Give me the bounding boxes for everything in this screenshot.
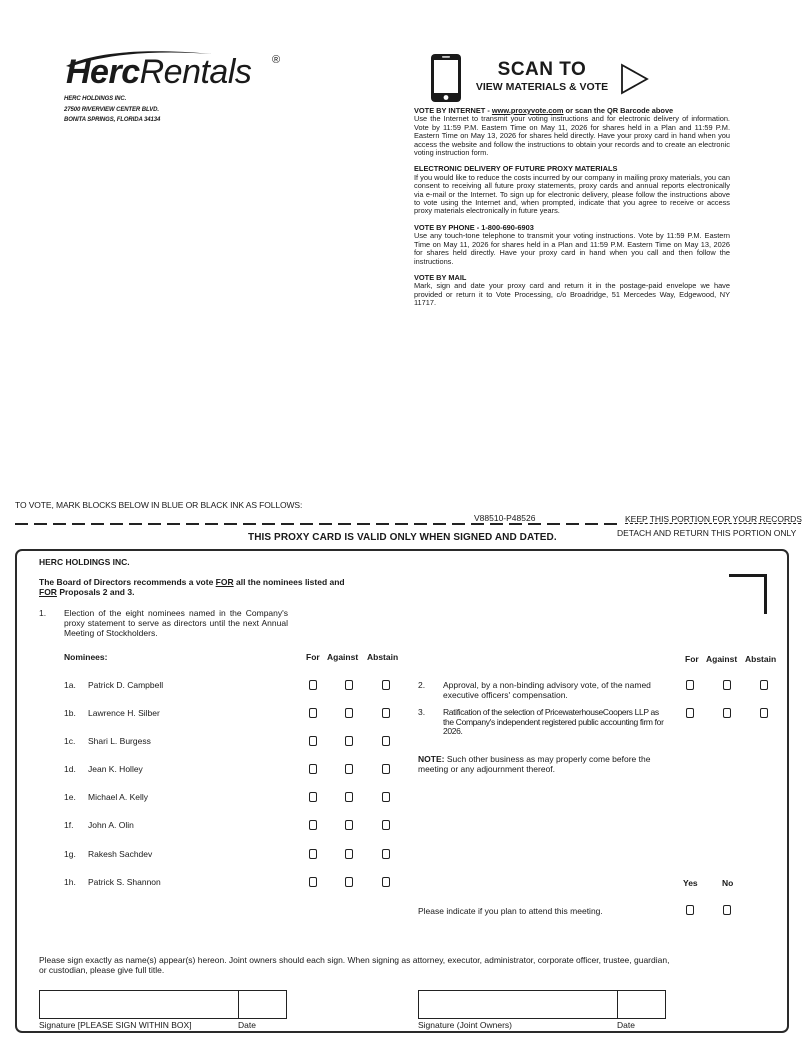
nominee-number: 1g. xyxy=(64,849,76,859)
proposal-2-text: Approval, by a non-binding advisory vote, of the named executive officers' compensation. xyxy=(443,680,651,700)
abstain-checkbox[interactable] xyxy=(382,708,390,718)
for-checkbox[interactable] xyxy=(309,736,317,746)
for-checkbox[interactable] xyxy=(309,820,317,830)
vote-by-phone xyxy=(414,224,730,266)
address-line: HERC HOLDINGS INC. xyxy=(64,96,127,102)
address-line: BONITA SPRINGS, FLORIDA 34134 xyxy=(64,117,161,123)
internet-heading-label: VOTE BY INTERNET - xyxy=(414,106,492,115)
nominees-heading: Nominees: xyxy=(64,652,108,662)
against-checkbox[interactable] xyxy=(345,764,353,774)
nominee-name: Shari L. Burgess xyxy=(88,736,151,746)
smartphone-icon xyxy=(430,53,462,103)
col-against: Against xyxy=(706,654,738,664)
col-for: For xyxy=(685,654,699,664)
against-checkbox[interactable] xyxy=(345,736,353,746)
col-for: For xyxy=(306,652,320,662)
board-for: FOR xyxy=(215,577,234,587)
joint-date-label: Date xyxy=(617,1020,635,1030)
nominee-number: 1d. xyxy=(64,764,76,774)
proposal-2-for-checkbox[interactable] xyxy=(686,680,694,690)
abstain-checkbox[interactable] xyxy=(382,792,390,802)
for-checkbox[interactable] xyxy=(309,764,317,774)
against-checkbox[interactable] xyxy=(345,680,353,690)
nominee-name: Patrick D. Campbell xyxy=(88,680,164,690)
nominee-row xyxy=(64,792,404,806)
phone-heading: VOTE BY PHONE - 1-800-690-6903 xyxy=(414,222,534,232)
detach-line xyxy=(15,523,620,525)
for-checkbox[interactable] xyxy=(309,877,317,887)
scan-subtitle: VIEW MATERIALS & VOTE xyxy=(475,81,609,93)
mark-instructions: TO VOTE, MARK BLOCKS BELOW IN BLUE OR BLACK INK AS FOLLOWS: xyxy=(15,500,303,510)
proposal-3-against-checkbox[interactable] xyxy=(723,708,731,718)
logo-wordmark xyxy=(66,54,251,90)
attend-meeting-question: Please indicate if you plan to attend this meeting. xyxy=(418,906,603,916)
nominee-name: Rakesh Sachdev xyxy=(88,849,153,859)
board-recommendation xyxy=(39,577,389,597)
nominee-row xyxy=(64,736,404,750)
nominee-name: John A. Olin xyxy=(88,820,134,830)
note-body: Such other business as may properly come before the meeting or any adjournment thereof. xyxy=(418,754,651,774)
nominee-number: 1a. xyxy=(64,680,76,690)
for-checkbox[interactable] xyxy=(309,792,317,802)
nominee-row xyxy=(64,849,404,863)
nominee-row xyxy=(64,877,404,891)
nominee-name: Jean K. Holley xyxy=(88,764,143,774)
against-checkbox[interactable] xyxy=(345,877,353,887)
nominee-name: Lawrence H. Silber xyxy=(88,708,160,718)
board-for: FOR xyxy=(39,587,57,597)
col-no: No xyxy=(722,878,734,888)
logo-rentals: Rentals xyxy=(139,53,252,91)
company-address xyxy=(64,94,160,126)
electronic-delivery xyxy=(414,165,730,215)
signature-date-box[interactable] xyxy=(238,990,287,1019)
board-text: Proposals 2 and 3. xyxy=(56,587,135,597)
control-code: V88510-P48526 xyxy=(474,513,536,523)
proposal-2-number: 2. xyxy=(418,680,426,690)
electronic-body: If you would like to reduce the costs incurred by our company in mailing proxy materials, you can consent to receiving all future proxy statements, proxy cards and annual reports electronically via e-mail or the Internet. To sign up for electronic delivery, please follow the instructions above to vote using the Internet and, when prompted, indicate that you agree to receive or access proxy materials electronically in future years. xyxy=(414,172,730,216)
signature-box[interactable] xyxy=(39,990,239,1019)
nominee-number: 1b. xyxy=(64,708,76,718)
abstain-checkbox[interactable] xyxy=(382,736,390,746)
for-checkbox[interactable] xyxy=(309,708,317,718)
abstain-checkbox[interactable] xyxy=(382,877,390,887)
for-checkbox[interactable] xyxy=(309,680,317,690)
for-checkbox[interactable] xyxy=(309,849,317,859)
note-label: NOTE: xyxy=(418,754,445,764)
nominee-row xyxy=(64,820,404,834)
proposal-3-abstain-checkbox[interactable] xyxy=(760,708,768,718)
play-arrow-icon xyxy=(620,63,650,95)
internet-body: Use the Internet to transmit your voting instructions and for electronic delivery of information. Vote by 11:59 P.M. Eastern Time on May 11, 2026 for shares held in a Plan and 11:59 P.M. Eastern Time on May 13, 2026 for shares held directly. Have your proxy card in hand when you access the website and follow the instructions to obtain your records and to create an electronic voting instruction form. xyxy=(414,114,730,158)
against-checkbox[interactable] xyxy=(345,849,353,859)
electronic-heading: ELECTRONIC DELIVERY OF FUTURE PROXY MATERIALS xyxy=(414,164,618,174)
card-company-name: HERC HOLDINGS INC. xyxy=(39,557,130,567)
nominee-row xyxy=(64,764,404,778)
proposal-2-abstain-checkbox[interactable] xyxy=(760,680,768,690)
proposal-3-for-checkbox[interactable] xyxy=(686,708,694,718)
proposal-3-text: Ratification of the selection of PricewaterhouseCoopers LLP as the Company's independent registered public accounting firm for 2026. xyxy=(443,707,664,736)
abstain-checkbox[interactable] xyxy=(382,849,390,859)
detach-portion-label: DETACH AND RETURN THIS PORTION ONLY xyxy=(617,528,797,538)
signature-label: Signature [PLEASE SIGN WITHIN BOX] xyxy=(39,1020,192,1030)
attend-no-checkbox[interactable] xyxy=(723,905,731,915)
against-checkbox[interactable] xyxy=(345,792,353,802)
board-text: The Board of Directors recommends a vote xyxy=(39,577,216,587)
registered-mark: ® xyxy=(272,54,281,66)
validity-notice: THIS PROXY CARD IS VALID ONLY WHEN SIGNED AND DATED. xyxy=(248,532,557,543)
col-yes: Yes xyxy=(683,878,698,888)
col-abstain: Abstain xyxy=(367,652,399,662)
against-checkbox[interactable] xyxy=(345,820,353,830)
abstain-checkbox[interactable] xyxy=(382,764,390,774)
nominee-number: 1h. xyxy=(64,877,76,887)
col-abstain: Abstain xyxy=(745,654,777,664)
phone-body: Use any touch-tone telephone to transmit your voting instructions. Vote by 11:59 P.M. Eastern Time on May 11, 2026 for shares held in a Plan and 11:59 P.M. Eastern Time on May 13, 2026 for shares held directly. Have your proxy card in hand when you call and then follow the instructions. xyxy=(414,231,730,266)
nominee-name: Michael A. Kelly xyxy=(88,792,148,802)
note-text xyxy=(418,755,678,774)
proposal-1-text: Election of the eight nominees named in the Company's proxy statement to serve as directors until the next Annual Meeting of Stockholders. xyxy=(64,608,288,638)
mail-body: Mark, sign and date your proxy card and return it in the postage-paid envelope we have provided or return it to Vote Processing, c/o Broadridge, 51 Mercedes Way, Edgewood, NY 11717. xyxy=(414,281,730,308)
proposal-2-against-checkbox[interactable] xyxy=(723,680,731,690)
internet-heading-suffix: or scan the QR Barcode above xyxy=(563,106,674,115)
date-label: Date xyxy=(238,1020,256,1030)
voting-instructions xyxy=(414,107,730,316)
joint-signature-box[interactable] xyxy=(418,990,618,1019)
nominee-name: Patrick S. Shannon xyxy=(88,877,161,887)
herc-rentals-logo xyxy=(62,48,292,96)
proposal-3-number: 3. xyxy=(418,707,426,717)
nominee-number: 1e. xyxy=(64,792,76,802)
vote-by-mail xyxy=(414,274,730,308)
proposal-1-number: 1. xyxy=(39,608,47,618)
col-against: Against xyxy=(327,652,359,662)
abstain-checkbox[interactable] xyxy=(382,820,390,830)
proxyvote-link[interactable]: www.proxyvote.com xyxy=(491,106,564,115)
nominee-number: 1c. xyxy=(64,736,76,746)
address-line: 27500 RIVERVIEW CENTER BLVD. xyxy=(64,106,159,113)
abstain-checkbox[interactable] xyxy=(382,680,390,690)
nominee-row xyxy=(64,708,404,722)
joint-signature-label: Signature (Joint Owners) xyxy=(418,1020,513,1030)
nominee-number: 1f. xyxy=(64,820,74,830)
nominee-row xyxy=(64,680,404,694)
logo-herc: Herc xyxy=(66,53,140,91)
joint-date-box[interactable] xyxy=(617,990,666,1019)
scan-title: SCAN TO xyxy=(497,59,587,80)
mail-heading: VOTE BY MAIL xyxy=(414,272,467,282)
keep-portion-label: KEEP THIS PORTION FOR YOUR RECORDS xyxy=(625,514,802,524)
signing-instructions: Please sign exactly as name(s) appear(s) hereon. Joint owners should each sign. When signing as attorney, executor, administrator, corporate officer, trustee, guardian, or custodian, please give full title. xyxy=(39,955,670,975)
registration-corner-mark xyxy=(729,574,767,614)
against-checkbox[interactable] xyxy=(345,708,353,718)
vote-by-internet xyxy=(414,107,730,157)
attend-yes-checkbox[interactable] xyxy=(686,905,694,915)
board-text: all the nominees listed and xyxy=(233,577,345,587)
